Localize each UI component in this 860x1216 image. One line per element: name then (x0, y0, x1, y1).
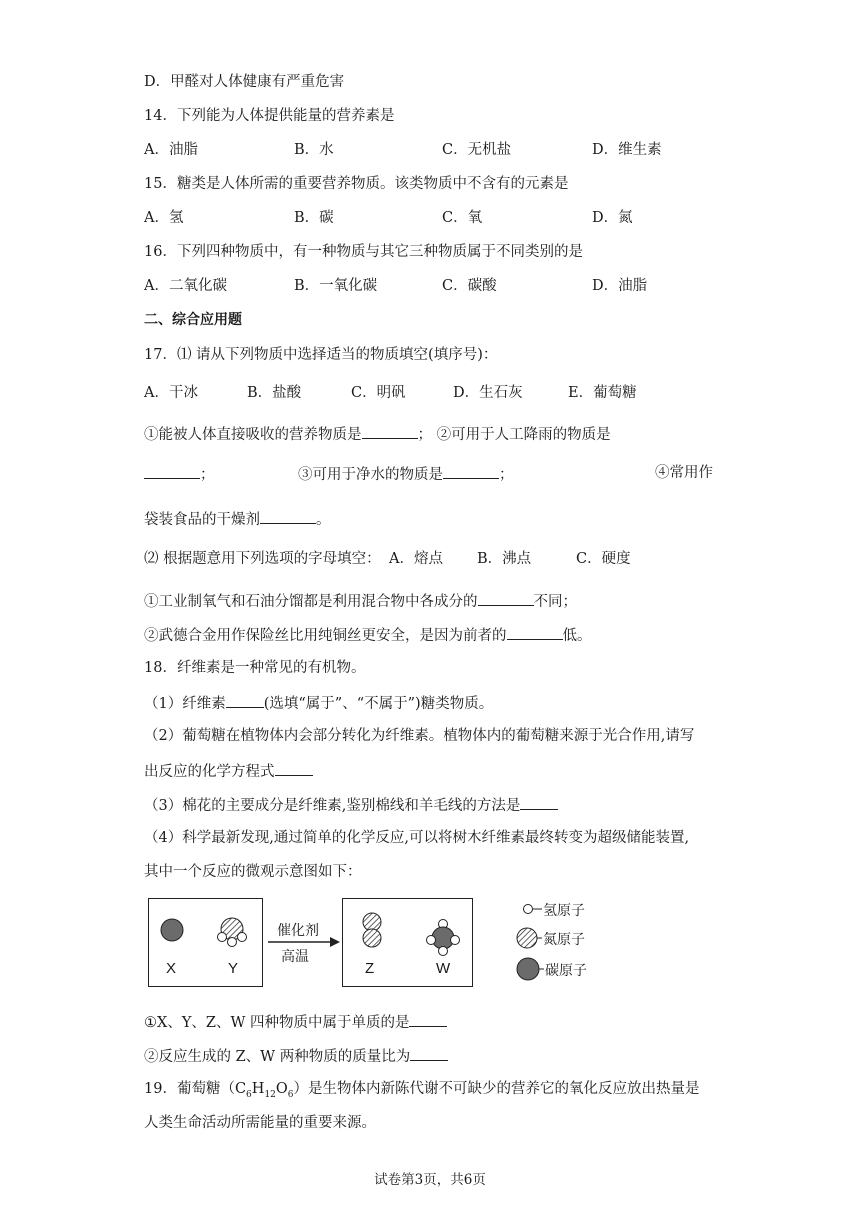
answer-blank[interactable] (443, 463, 499, 479)
label-z: Z (365, 960, 375, 977)
answer-blank[interactable] (409, 1011, 447, 1027)
q17-sub2 (144, 624, 592, 646)
answer-blank[interactable] (226, 692, 264, 708)
answer-blank[interactable] (260, 508, 316, 524)
q18-stem: 18．纤维素是一种常见的有机物。 (144, 660, 366, 676)
q17-part2-c: C．硬度 (576, 551, 631, 567)
q15-b: B．碳 (294, 210, 334, 226)
legend-hydrogen-atom (524, 905, 533, 914)
q17-a: A．干冰 (144, 385, 198, 401)
q17-stem: 17．⑴ 请从下列物质中选择适当的物质填空(填序号)： (144, 347, 498, 363)
q15-stem: 15．糖类是人体所需的重要营养物质。该类物质中不含有的元素是 (144, 176, 569, 192)
q15-d: D．氮 (592, 210, 633, 226)
q19-stem (144, 1079, 700, 1105)
q16-a: A．二氧化碳 (144, 278, 227, 294)
q17-line1-text-a: ①能被人体直接吸收的营养物质是 (144, 427, 362, 443)
q14-d: D．维生素 (592, 142, 662, 158)
q17-e: E．葡萄糖 (568, 385, 637, 401)
w-hydrogen-atom (439, 947, 448, 956)
q17-line3-text-b: 。 (316, 512, 331, 528)
y-hydrogen-atom (218, 933, 227, 942)
q19-stem-cont: 人类生命活动所需能量的重要来源。 (144, 1115, 376, 1131)
q16-d: D．油脂 (592, 278, 648, 294)
q18-part2-cont (144, 760, 313, 782)
q17-line3-text-a: 袋装食品的干燥剂 (144, 512, 260, 528)
q19-text-a: 19．葡萄糖（C (144, 1081, 247, 1097)
arrow-head (330, 937, 340, 947)
q13-option-d: D．甲醛对人体健康有严重危害 (144, 74, 345, 90)
reaction-molecules (144, 892, 744, 1002)
q18-part1-text-b: (选填“属于”、“不属于”)糖类物质。 (263, 696, 494, 712)
q17-sub2-text-b: 低。 (562, 628, 592, 644)
answer-blank[interactable] (144, 463, 200, 479)
q15-a: A．氢 (144, 210, 184, 226)
q18-part2-text-b: 出反应的化学方程式 (144, 764, 275, 780)
q18-part3-text: （3）棉花的主要成分是纤维素,鉴别棉线和羊毛线的方法是 (144, 798, 521, 814)
subscript: 6 (246, 1089, 252, 1100)
q17-sub1 (144, 590, 577, 612)
q15-c: C．氧 (442, 210, 483, 226)
q17-line2-text-d: ④常用作 (655, 465, 713, 481)
section-heading: 二、综合应用题 (144, 312, 242, 328)
q17-part2-text: ⑵ 根据题意用下列选项的字母填空： (144, 551, 381, 567)
legend-hydrogen: 氢原子 (543, 902, 585, 918)
q17-sub2-text-a: ②武德合金用作保险丝比用纯铜丝更安全，是因为前者的 (144, 628, 507, 644)
page-footer: 试卷第3页，共6页 (374, 1172, 486, 1188)
q17-line2-text-b: ③可用于净水的物质是 (298, 467, 443, 483)
subscript: 12 (264, 1089, 276, 1100)
q18-sub1-text: ①X、Y、Z、W 四种物质中属于单质的是 (144, 1015, 410, 1031)
q18-sub1 (144, 1011, 447, 1033)
q17-line2-text-a: ； (200, 467, 215, 483)
q18-part1-text-a: （1）纤维素 (144, 696, 226, 712)
w-hydrogen-atom (451, 936, 460, 945)
z-nitrogen-atom (363, 913, 381, 931)
answer-blank[interactable] (520, 794, 558, 810)
q19-h: H (251, 1081, 265, 1097)
label-w: W (436, 960, 451, 977)
q18-part2: （2）葡萄糖在植物体内会部分转化为纤维素。植物体内的葡萄糖来源于光合作用,请写 (144, 728, 695, 744)
answer-blank[interactable] (478, 590, 534, 606)
reaction-diagram (144, 892, 744, 1002)
q17-b: B．盐酸 (247, 385, 302, 401)
q16-b: B．一氧化碳 (294, 278, 378, 294)
q14-c: C．无机盐 (442, 142, 512, 158)
q14-b: B．水 (294, 142, 334, 158)
q17-line3 (144, 508, 331, 530)
q17-line2-text-c: ； (499, 467, 514, 483)
q18-sub2 (144, 1045, 448, 1067)
q18-part4: （4）科学最新发现,通过简单的化学反应,可以将树木纤维素最终转变为超级储能装置, (144, 830, 690, 846)
answer-blank[interactable] (275, 760, 313, 776)
legend-nitrogen: 氮原子 (543, 931, 585, 947)
q17-sub1-text-a: ①工业制氧气和石油分馏都是利用混合物中各成分的 (144, 594, 478, 610)
catalyst-label: 催化剂 (277, 922, 319, 938)
q17-d: D．生石灰 (453, 385, 523, 401)
q17-line1 (144, 423, 611, 445)
q14-stem: 14．下列能为人体提供能量的营养素是 (144, 108, 395, 124)
legend-nitrogen-atom (517, 928, 537, 948)
label-y: Y (228, 960, 239, 977)
answer-blank[interactable] (362, 423, 418, 439)
subscript: 6 (287, 1089, 294, 1100)
q17-c: C．明矾 (351, 385, 406, 401)
q18-part1 (144, 692, 493, 714)
label-x: X (166, 960, 177, 977)
q18-part3 (144, 794, 558, 816)
x-carbon-atom (161, 919, 183, 941)
legend-carbon-atom (517, 958, 539, 980)
q17-part2-b: B．沸点 (477, 551, 532, 567)
condition-label: 高温 (281, 948, 309, 964)
q16-c: C．碳酸 (442, 278, 497, 294)
q19-o: O (275, 1081, 288, 1097)
q17-part2-a: A．熔点 (389, 551, 443, 567)
answer-blank[interactable] (410, 1045, 448, 1061)
z-nitrogen-atom (363, 929, 381, 947)
legend-carbon: 碳原子 (545, 962, 587, 978)
y-hydrogen-atom (238, 933, 247, 942)
q17-sub1-text-b: 不同； (533, 594, 577, 610)
q14-a: A．油脂 (144, 142, 198, 158)
q17-line1-text-b: ； ②可用于人工降雨的物质是 (417, 427, 611, 443)
w-hydrogen-atom (427, 936, 436, 945)
answer-blank[interactable] (507, 624, 563, 640)
y-hydrogen-atom (228, 938, 237, 947)
q18-sub2-text: ②反应生成的 Z、W 两种物质的质量比为 (144, 1049, 411, 1065)
q19-text-b: ）是生物体内新陈代谢不可缺少的营养它的氧化反应放出热量是 (293, 1081, 700, 1097)
q18-part4-cont: 其中一个反应的微观示意图如下： (144, 864, 362, 880)
q16-stem: 16．下列四种物质中，有一种物质与其它三种物质属于不同类别的是 (144, 244, 583, 260)
